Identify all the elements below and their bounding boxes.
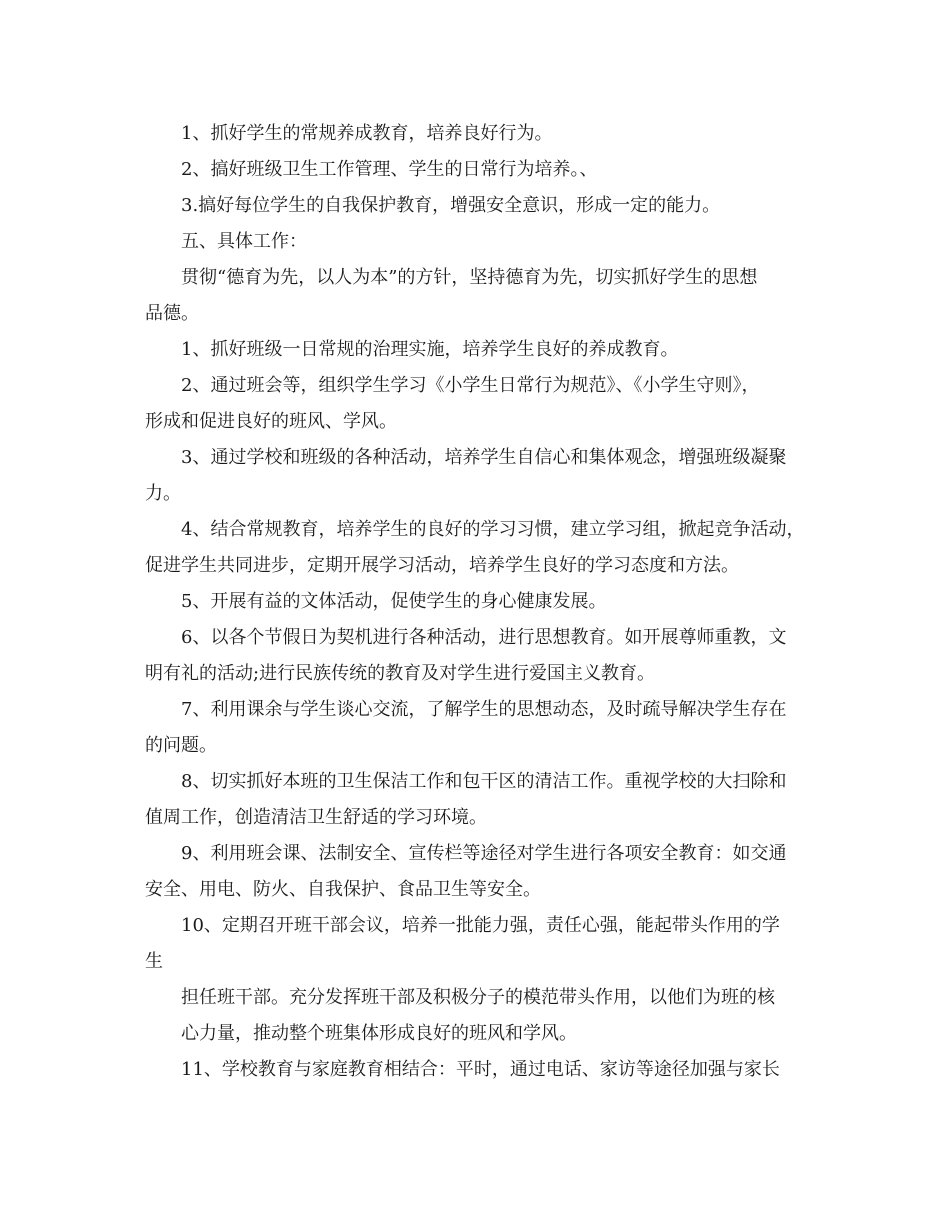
text-line: 3.搞好每位学生的自我保护教育，增强安全意识，形成一定的能力。 xyxy=(181,195,721,216)
text-line: 贯彻“德育为先，以人为本”的方针，坚持德育为先，切实抓好学生的思想 xyxy=(181,267,758,288)
text-line: 促进学生共同进步，定期开展学习活动，培养学生良好的学习态度和方法。 xyxy=(145,555,739,576)
text-line: 1、抓好学生的常规养成教育，培养良好行为。 xyxy=(181,123,553,144)
text-line: 的问题。 xyxy=(145,735,217,756)
text-line: 3、通过学校和班级的各种活动，培养学生自信心和集体观念，增强班级凝聚 xyxy=(181,447,787,468)
text-line: 力。 xyxy=(145,483,181,504)
text-line: 8、切实抓好本班的卫生保洁工作和包干区的清洁工作。重视学校的大扫除和 xyxy=(181,771,787,792)
text-line: 2、通过班会等，组织学生学习《小学生日常行为规范》、《小学生守则》， xyxy=(181,375,760,396)
text-line: 7、利用课余与学生谈心交流，了解学生的思想动态，及时疏导解决学生存在 xyxy=(181,699,787,720)
text-line: 安全、用电、防火、自我保护、食品卫生等安全。 xyxy=(145,879,541,900)
text-line: 5、开展有益的文体活动，促使学生的身心健康发展。 xyxy=(181,591,607,612)
text-line: 2、搞好班级卫生工作管理、学生的日常行为培养。、 xyxy=(181,159,598,180)
text-line: 心力量，推动整个班集体形成良好的班风和学风。 xyxy=(181,1023,577,1044)
text-line: 五、具体工作： xyxy=(181,231,307,252)
text-line: 生 xyxy=(145,951,163,972)
text-line: 形成和促进良好的班风、学风。 xyxy=(145,411,397,432)
text-line: 担任班干部。充分发挥班干部及积极分子的模范带头作用，以他们为班的核 xyxy=(181,987,775,1008)
text-line: 明有礼的活动;进行民族传统的教育及对学生进行爱国主义教育。 xyxy=(145,663,656,684)
document-body xyxy=(145,116,815,1088)
text-line: 4、结合常规教育，培养学生的良好的学习习惯，建立学习组，掀起竞争活动， xyxy=(181,519,805,540)
text-line: 6、以各个节假日为契机进行各种活动，进行思想教育。如开展尊师重教，文 xyxy=(181,627,787,648)
text-line: 值周工作，创造清洁卫生舒适的学习环境。 xyxy=(145,807,487,828)
text-line: 1、抓好班级一日常规的治理实施，培养学生良好的养成教育。 xyxy=(181,339,679,360)
text-line: 10、定期召开班干部会议，培养一批能力强，责任心强，能起带头作用的学 xyxy=(181,915,780,936)
text-line: 9、利用班会课、法制安全、宣传栏等途径对学生进行各项安全教育：如交通 xyxy=(181,843,787,864)
text-line: 品德。 xyxy=(145,303,199,324)
text-line: 11、学校教育与家庭教育相结合：平时，通过电话、家访等途径加强与家长 xyxy=(181,1059,780,1080)
